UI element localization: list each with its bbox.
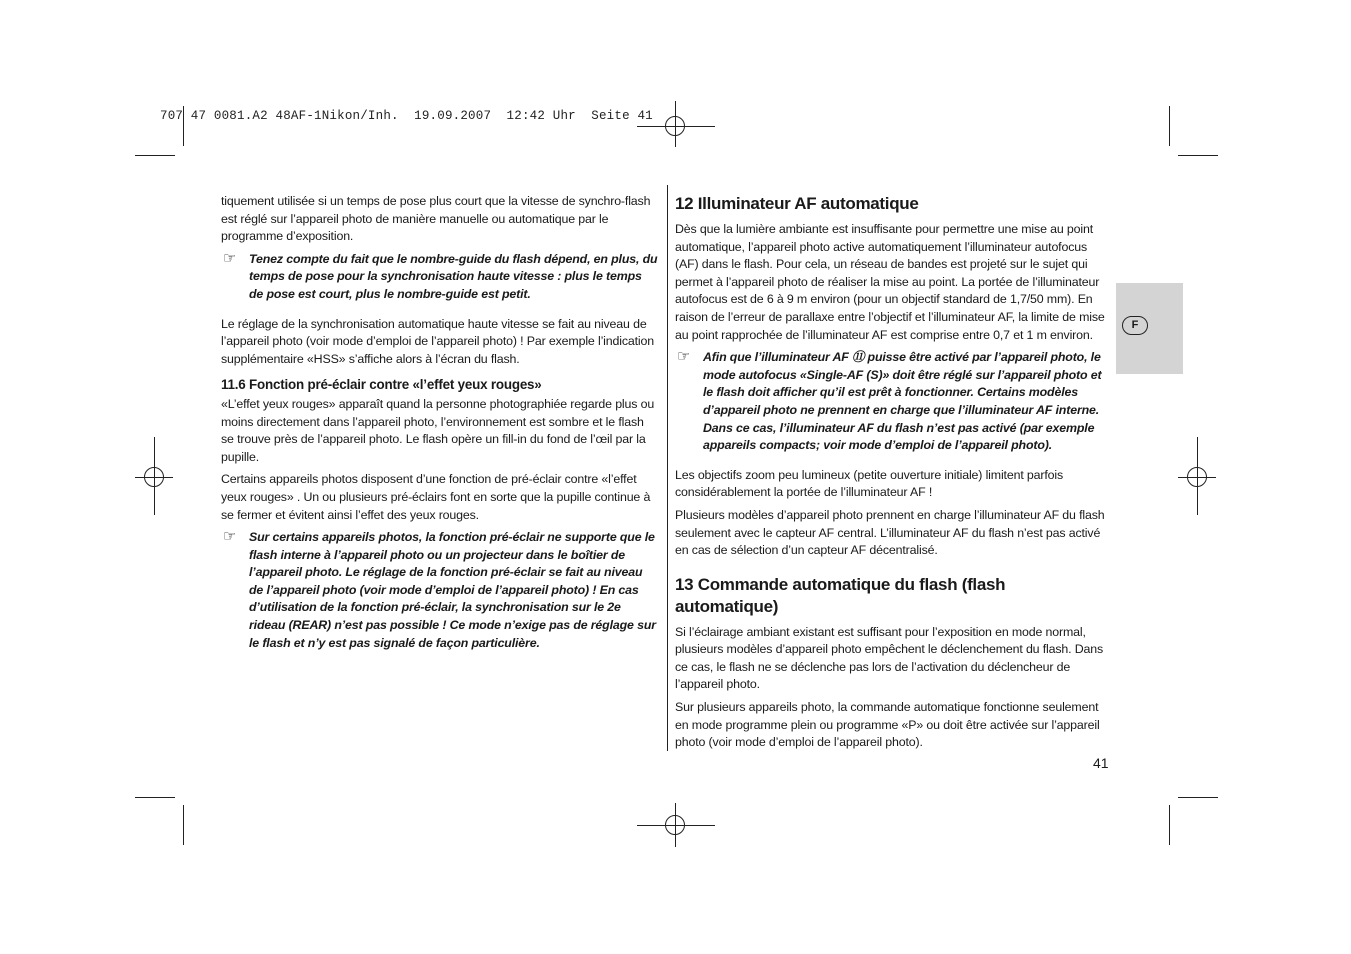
paragraph: Si l’éclairage ambiant existant est suffisant pour l’exposition en mode normal, plusieurs modèles d’appareil photo empêchent le déclenchement du flash. Dans ce cas, le flash ne se déclenche pas lors de l’activation du déclencheur de l’appareil photo. bbox=[675, 624, 1104, 692]
paragraph: «L’effet yeux rouges» apparaît quand la personne photographiée regarde plus ou moins directement dans l’appareil photo, l’environnement est sombre et le flash se trouve près de l’appareil photo. Le flash opère un fill-in du fond de l’œil par la pupille. bbox=[221, 396, 655, 464]
crop-mark bbox=[183, 805, 184, 845]
column-divider bbox=[667, 185, 668, 751]
paragraph: Sur plusieurs appareils photo, la commande automatique fonctionne seulement en mode programme plein ou programme «P» ou doit être activée sur l’appareil photo (voir mode d’emploi de l’appareil photo). bbox=[675, 700, 1100, 750]
note-text: Tenez compte du fait que le nombre-guide du flash dépend, en plus, du temps de pose pour la synchronisation haute vitesse : plus le temps de pose est court, plus le nombre-guide est petit. bbox=[249, 251, 658, 301]
paragraph: Certains appareils photos disposent d’une fonction de pré-éclair contre «l’effet yeux rouges» . Un ou plusieurs pré-éclairs font en sorte que la pupille continue à se fermer et évitent ainsi l’effet des yeux rouges. bbox=[221, 472, 651, 522]
paragraph: Plusieurs modèles d’appareil photo prennent en charge l’illuminateur AF du flash seulement avec le capteur AF central. L’illuminateur AF du flash n’est pas activé en cas de sélection d’un capteur AF décentralisé. bbox=[675, 507, 1105, 558]
registration-mark-v bbox=[675, 803, 676, 847]
paragraph: Les objectifs zoom peu lumineux (petite ouverture initiale) limitent parfois considérablement la portée de l’illuminateur AF ! bbox=[675, 467, 1064, 500]
paragraph: Dès que la lumière ambiante est insuffisante pour permettre une mise au point automatique, l’appareil photo active automatiquement l’illuminateur autofocus (AF) dans le flash. Pour cela, un réseau de bandes est projeté sur le sujet qui permet à l’appareil photo de réaliser la mise au point. La portée de l’illuminateur autofocus est de 6 à 9 m environ (pour un objectif standard de 1,7/50 mm). En raison de l’erreur de parallaxe entre l’objectif et l’illuminateur AF, la limite de mise au point rapprochée de l’illuminateur AF est comprise entre 0,7 et 1 m environ. bbox=[675, 222, 1105, 342]
note bbox=[675, 349, 1111, 455]
registration-mark-v bbox=[675, 101, 676, 147]
note bbox=[221, 251, 658, 304]
registration-mark-h bbox=[637, 825, 715, 826]
print-slug: 707 47 0081.A2 48AF-1Nikon/Inh. 19.09.2007 12:42 Uhr Seite 41 bbox=[160, 109, 653, 123]
crop-mark bbox=[1178, 155, 1218, 156]
note-text: Afin que l’illuminateur AF ⑪ puisse être activé par l’appareil photo, le mode autofocus «Single-AF (S)» doit être réglé sur l’appareil photo et le flash doit afficher qu’il est prêt à fonctionner. Certains modèles d’appareil photo ne prennent en charge que l’illuminateur AF interne. Dans ce cas, l’illuminateur AF du flash n’est pas activé (par exemple appareils compacts; voir mode d’emploi de l’appareil photo). bbox=[703, 350, 1102, 453]
section-heading-11-6: 11.6 Fonction pré-éclair contre «l’effet yeux rouges» bbox=[221, 377, 542, 393]
registration-mark-v bbox=[1197, 437, 1198, 515]
section-heading-12: 12 Illuminateur AF automatique bbox=[675, 194, 919, 213]
crop-mark bbox=[1169, 805, 1170, 845]
pointing-hand-icon: ☞ bbox=[223, 249, 237, 267]
section-heading-13: 13 Commande automatique du flash (flash automatique) bbox=[675, 574, 1006, 616]
left-column bbox=[221, 193, 658, 664]
crop-mark bbox=[1169, 106, 1170, 146]
page-number: 41 bbox=[1093, 755, 1109, 771]
language-badge: F bbox=[1122, 316, 1148, 335]
note-text: Sur certains appareils photos, la fonction pré-éclair ne supporte que le flash interne à l’appareil photo ou un projecteur dans le boîtier de l’appareil photo. Le réglage de la fonction pré-éclair se fait au niveau de l’appareil photo (voir mode d’emploi de l’appareil photo) ! En cas d’utilisation de la fonction pré-éclair, la synchronisation sur le 2e rideau (REAR) n’est pas possible ! Ce mode n’exige pas de réglage sur le flash et n’y est pas signalé de façon particulière. bbox=[249, 530, 656, 650]
registration-mark-h bbox=[637, 126, 715, 127]
pointing-hand-icon: ☞ bbox=[677, 348, 691, 366]
right-column bbox=[675, 193, 1111, 757]
crop-mark bbox=[1178, 797, 1218, 798]
crop-mark bbox=[135, 797, 175, 798]
registration-mark-v bbox=[154, 437, 155, 515]
paragraph: Le réglage de la synchronisation automatique haute vitesse se fait au niveau de l’appareil photo (voir mode d’emploi de l’appareil photo) ! Par exemple l’indication supplémentaire «HSS» s’affiche alors à l’écran du flash. bbox=[221, 316, 655, 366]
paragraph: tiquement utilisée si un temps de pose plus court que la vitesse de synchro-flash est réglé sur l’appareil photo de manière manuelle ou automatique par le programme d’exposition. bbox=[221, 194, 651, 244]
pointing-hand-icon: ☞ bbox=[223, 528, 237, 546]
crop-mark bbox=[135, 155, 175, 156]
note bbox=[221, 529, 658, 652]
